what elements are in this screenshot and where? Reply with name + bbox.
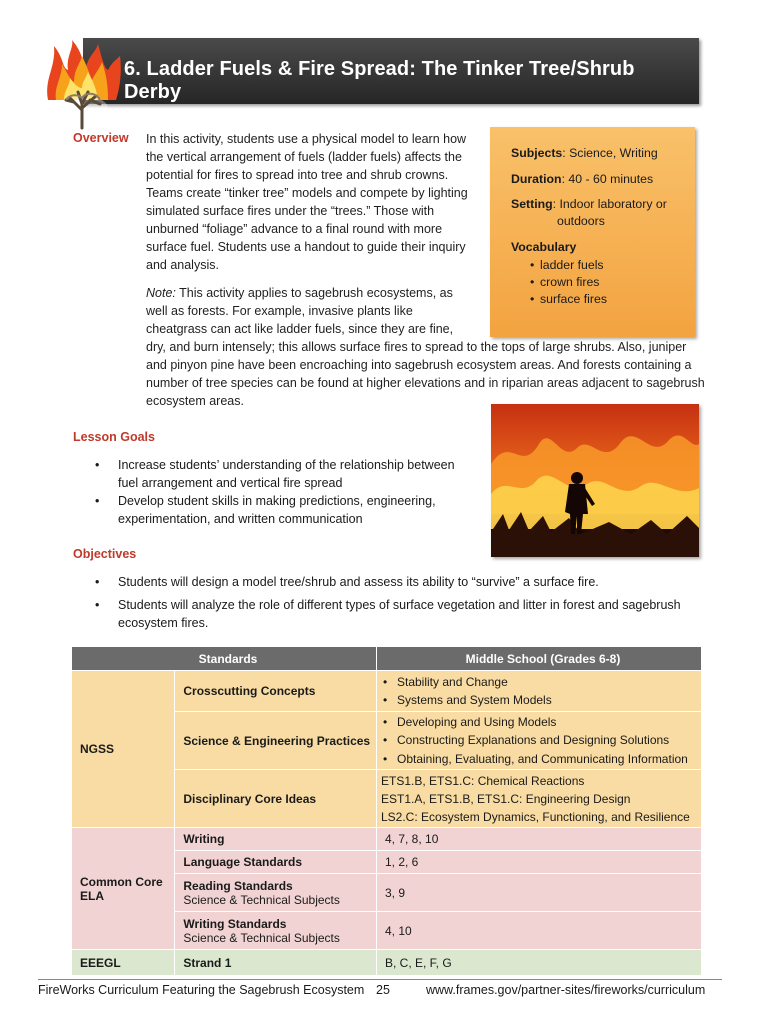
writing-cell: Writing [175, 828, 377, 851]
note-label: Note: [146, 286, 176, 300]
crosscutting-values [377, 671, 702, 712]
reading-subtitle: Science & Technical Subjects [183, 892, 340, 907]
header-grade: Middle School (Grades 6-8) [377, 647, 702, 671]
duration-value: : 40 - 60 minutes [561, 172, 654, 186]
table-row [72, 828, 702, 851]
ela-group-line2: ELA [80, 888, 104, 903]
core-idea-line: EST1.A, ETS1.B, ETS1.C: Engineering Design [381, 791, 631, 806]
list-item: • Students will design a model tree/shrub and assess its ability to “survive” a surface fire. [95, 573, 695, 591]
note-text-part1: This activity applies to sagebrush ecosystems, as well as forests. For example, invasive plants like cheatgrass can act like ladder fuels, since they are fine, [146, 286, 454, 336]
duration-label: Duration [511, 172, 562, 186]
list-item: • Stability and Change [381, 673, 701, 692]
setting-value-cont: outdoors [557, 214, 605, 228]
ngss-group-cell: NGSS [72, 671, 175, 828]
footer-divider [38, 979, 722, 980]
strand-value: B, C, E, F, G [377, 950, 702, 976]
note-text-part2: dry, and burn intensely; this allows surface fires to spread to the tops of large shrubs. Also, juniper and pinyon pine have been encroaching into sagebrush ecosystem areas. And forests containing a number of tree species can be found at higher elevations and in riparian areas adjacent to sagebrush ecosystem areas. [146, 340, 705, 408]
list-item: • Developing and Using Models [381, 713, 701, 732]
table-row [72, 950, 702, 976]
subjects-label: Subjects [511, 146, 563, 160]
reading-title: Reading Standards [183, 878, 293, 893]
practices-values [377, 712, 702, 770]
crosscutting-cell: Crosscutting Concepts [175, 671, 377, 712]
core-idea-line: LS2.C: Ecosystem Dynamics, Functioning, and Resilience [381, 809, 690, 824]
activity-info-box [490, 127, 695, 337]
list-item: • Develop student skills in making predictions, engineering, experimentation, and written communication [95, 492, 470, 528]
subjects-value: : Science, Writing [562, 146, 658, 160]
overview-label: Overview [73, 131, 129, 145]
vocabulary-label: Vocabulary [511, 240, 577, 254]
standards-table [71, 646, 702, 976]
setting-value: : Indoor laboratory or [552, 197, 667, 211]
core-idea-line: ETS1.B, ETS1.C: Chemical Reactions [381, 773, 585, 788]
setting-row [511, 196, 667, 213]
practices-cell: Science & Engineering Practices [175, 712, 377, 770]
core-ideas-values [377, 770, 702, 828]
writing-standards-title: Writing Standards [183, 916, 287, 931]
writing-standards-value: 4, 10 [377, 912, 702, 950]
vocab-item: • crown fires [540, 274, 599, 291]
strand-cell: Strand 1 [175, 950, 377, 976]
language-cell: Language Standards [175, 851, 377, 874]
writing-value: 4, 7, 8, 10 [377, 828, 702, 851]
objectives-label: Objectives [73, 547, 137, 561]
page-number: 25 [376, 983, 390, 997]
list-item: • Constructing Explanations and Designing Solutions [381, 731, 701, 750]
ela-group-line1: Common Core [80, 874, 163, 889]
reading-cell [175, 874, 377, 912]
ela-group-cell [72, 828, 175, 950]
footer-url: www.frames.gov/partner-sites/fireworks/curriculum [426, 983, 706, 997]
note-paragraph-start [146, 284, 476, 338]
list-item: • Systems and System Models [381, 691, 701, 710]
fire-tree-logo-icon [42, 38, 124, 130]
page-title: 6. Ladder Fuels & Fire Spread: The Tinker Tree/Shrub Derby [124, 58, 635, 103]
list-item: • Obtaining, Evaluating, and Communicating Information [381, 750, 701, 769]
language-value: 1, 2, 6 [377, 851, 702, 874]
list-item: • Students will analyze the role of different types of surface vegetation and litter in forest and sagebrush ecosystem fires. [95, 596, 695, 632]
duration-row [511, 171, 653, 188]
footer-title: FireWorks Curriculum Featuring the Sagebrush Ecosystem [38, 983, 365, 997]
lesson-goals-list [95, 456, 470, 528]
wildfire-photo [491, 404, 699, 557]
core-ideas-cell: Disciplinary Core Ideas [175, 770, 377, 828]
writing-standards-subtitle: Science & Technical Subjects [183, 930, 340, 945]
reading-value: 3, 9 [377, 874, 702, 912]
setting-label: Setting [511, 197, 553, 211]
eeegl-group-cell: EEEGL [72, 950, 175, 976]
vocab-item: • ladder fuels [540, 257, 604, 274]
subjects-row [511, 145, 658, 162]
list-item: • Increase students’ understanding of the relationship between fuel arrangement and vertical fire spread [95, 456, 470, 492]
table-row [72, 671, 702, 712]
lesson-goals-label: Lesson Goals [73, 430, 155, 444]
vocab-item: • surface fires [540, 291, 607, 308]
objectives-list [95, 573, 695, 637]
overview-paragraph: In this activity, students use a physical model to learn how the vertical arrangement of fuels (ladder fuels) affects the potential for fires to spread into tree and shrub crowns. Teams create “tinker tree” models and compete by lighting simulated surface fires under the “trees.” Those with unburned “foliage” advance to a final round with more surface fuel. Students use a handout to guide their inquiry and analysis. [146, 132, 468, 272]
header-standards: Standards [72, 647, 377, 671]
writing-standards-cell [175, 912, 377, 950]
table-header-row [72, 647, 702, 671]
